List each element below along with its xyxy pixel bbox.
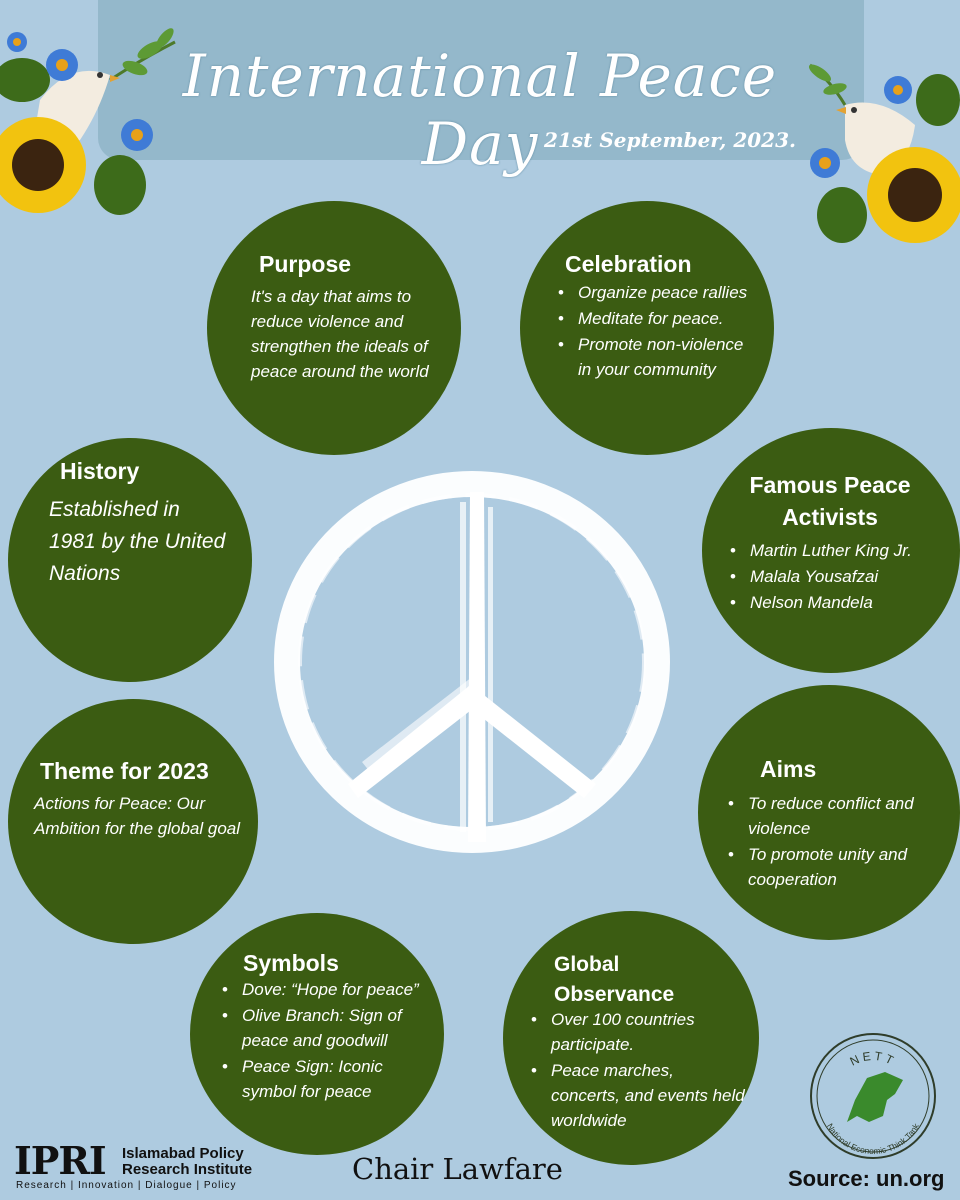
list-item: • Martin Luther King Jr. <box>728 538 958 563</box>
celebration-circle <box>520 201 774 455</box>
pakistan-map-icon <box>847 1072 903 1122</box>
purpose-title: Purpose <box>259 251 352 277</box>
floral-decoration-left <box>0 20 190 230</box>
ipri-mark: IPRI <box>14 1138 106 1183</box>
nett-logo <box>807 1030 939 1166</box>
blue-flower-icon <box>7 32 27 52</box>
event-date: 21st September, 2023. <box>544 128 796 152</box>
theme-title: Theme for 2023 <box>40 758 209 784</box>
observance-list <box>529 1007 745 1134</box>
list-item: • Dove: “Hope for peace” <box>220 977 430 1002</box>
svg-text:National Economic Think Tank <box>825 1121 922 1156</box>
symbols-list <box>220 977 430 1105</box>
symbols-title: Symbols <box>243 950 339 976</box>
olive-branch-icon <box>806 61 847 105</box>
sunflower-icon <box>867 147 960 243</box>
chair-lawfare-label: Chair Lawfare <box>352 1152 563 1186</box>
svg-text:NETT <box>848 1049 899 1069</box>
peace-sign-icon <box>262 462 682 866</box>
history-title: History <box>60 458 140 484</box>
list-item: • Olive Branch: Sign of peace and goodwill <box>220 1003 430 1053</box>
blue-flower-icon <box>810 148 840 178</box>
ipri-tagline: Research | Innovation | Dialogue | Policy <box>16 1180 237 1191</box>
purpose-circle <box>207 201 461 455</box>
theme-text: Actions for Peace: Our Ambition for the global goal <box>34 794 241 838</box>
nett-name: National Economic Think Tank <box>824 1121 922 1157</box>
aims-title: Aims <box>760 756 817 782</box>
list-item: • To promote unity and cooperation <box>726 842 931 892</box>
history-text: Established in 1981 by the United Nations <box>49 498 226 585</box>
activists-title: Famous Peace Activists <box>749 472 911 530</box>
list-item: • Promote non-violence in your community <box>556 332 756 382</box>
olive-branch-icon <box>110 26 177 80</box>
theme-circle <box>8 699 258 944</box>
leaf-icon <box>94 155 146 215</box>
floral-decoration-right <box>790 55 960 255</box>
list-item: • Malala Yousafzai <box>728 564 958 589</box>
nett-mark: NETT <box>847 1048 899 1069</box>
history-circle <box>8 438 252 682</box>
aims-circle <box>698 685 960 940</box>
observance-title: Global Observance <box>554 953 675 1006</box>
blue-flower-icon <box>884 76 912 104</box>
activists-circle <box>702 428 960 673</box>
list-item: • Meditate for peace. <box>556 306 756 331</box>
activists-list <box>728 538 958 616</box>
observance-circle <box>503 911 759 1165</box>
celebration-list <box>556 280 756 383</box>
leaf-icon <box>916 74 960 126</box>
list-item: • Peace Sign: Iconic symbol for peace <box>220 1054 430 1104</box>
blue-flower-icon <box>46 49 78 81</box>
leaf-icon <box>0 58 50 102</box>
blue-flower-icon <box>121 119 153 151</box>
list-item: • Nelson Mandela <box>728 590 958 615</box>
list-item: • Peace marches, concerts, and events held worldwide <box>529 1058 745 1133</box>
purpose-text: It's a day that aims to reduce violence and strengthen the ideals of peace around the world <box>251 287 429 381</box>
list-item: • To reduce conflict and violence <box>726 791 931 841</box>
celebration-title: Celebration <box>565 251 692 277</box>
symbols-circle <box>190 913 444 1155</box>
aims-list <box>726 791 931 893</box>
leaf-icon <box>817 187 867 243</box>
source-label: Source: un.org <box>788 1166 945 1191</box>
ipri-name: Islamabad Policy Research Institute <box>122 1145 253 1178</box>
list-item: • Over 100 countries participate. <box>529 1007 745 1057</box>
page-title: International Peace Day <box>182 42 778 178</box>
list-item: • Organize peace rallies <box>556 280 756 305</box>
